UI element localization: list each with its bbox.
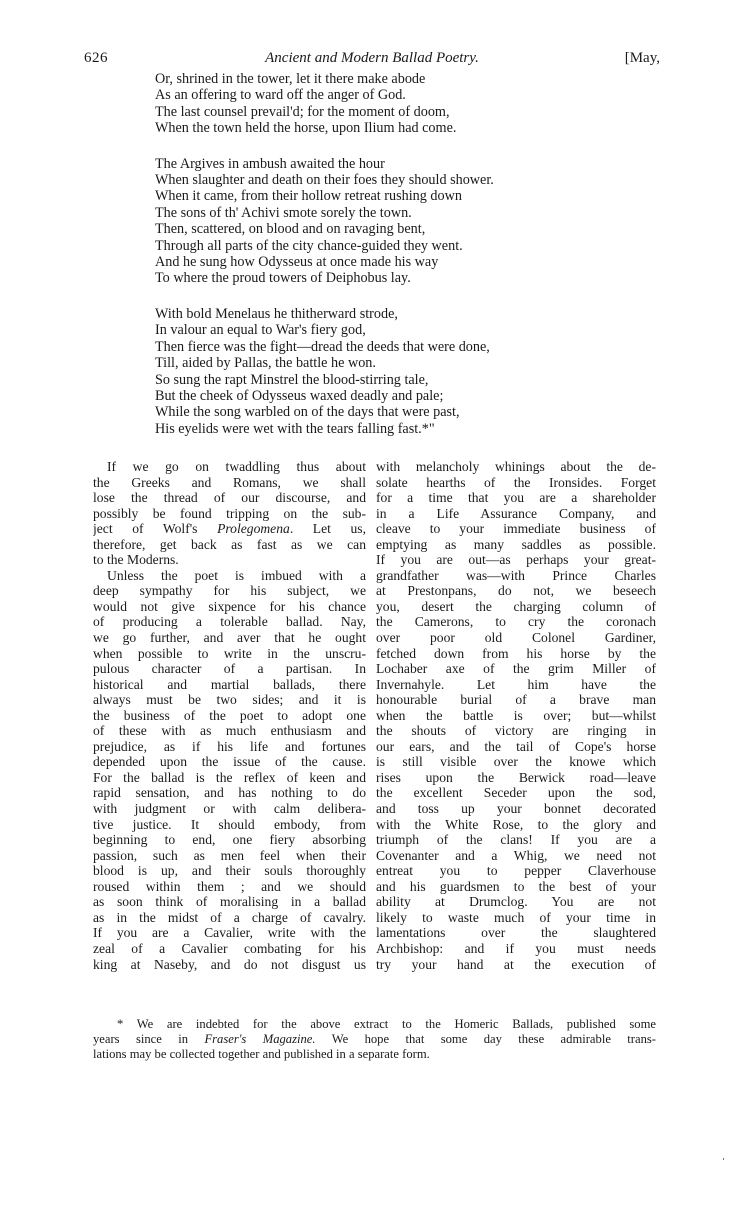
poem-line: To where the proud towers of Deiphobus lay. [155,270,411,287]
text-line: of producing a tolerable ballad. Nay, [93,614,366,630]
poem-line: With bold Menelaus he thitherward strode, [155,305,398,322]
footnote-text: years since in [93,1032,205,1046]
poem-line: In valour an equal to War's fiery god, [155,322,366,339]
text-line: roused within them ; and we should [93,878,366,894]
text-line: with judgment or with calm delibera- [93,801,366,817]
text-line: lose the thread of our discourse, and [93,490,366,506]
text-line: blood is up, and their souls thoroughly [93,863,366,879]
text-line: possibly be found tripping on the sub- [93,505,366,521]
footnote-text: We hope that some day these admirable trans- [315,1032,656,1046]
text-line: prejudice, as if his life and fortunes [93,738,366,754]
text-line: tive justice. It should embody, from [93,816,366,832]
poem-stanza-3 [155,306,655,437]
poem-line: The sons of th' Achivi smote sorely the town. [155,204,412,221]
text-line: ability at Drumclog. You are not [376,894,656,910]
italic-title: Prolegomena [217,521,290,537]
text-line: is still visible over the knowe which [376,754,656,770]
running-head [84,50,660,70]
text-line: fetched down from his horse by the [376,645,656,661]
right-column [376,459,656,972]
text-line: when the battle is over; but—whilst [376,707,656,723]
text-line: as in the midst of a charge of cavalry. [93,909,366,925]
text-line: for a time that you are a shareholder [376,490,656,506]
body-text-columns [93,459,656,999]
text-line: Unless the poet is imbued with a [107,567,366,583]
text-line: historical and martial ballads, there [93,676,366,692]
poem-line: When it came, from their hollow retreat rushing down [155,188,462,205]
text-line: zeal of a Cavalier combating for his [93,940,366,956]
text-line: the Greeks and Romans, we shall [93,474,366,490]
text-line: Lochaber axe of the grim Miller of [376,661,656,677]
text-line: with the White Rose, to the glory and [376,816,656,832]
text-line: with melancholy whinings about the de- [376,459,656,474]
poem-line: Or, shrined in the tower, let it there make abode [155,71,426,87]
poem-line: As an offering to ward off the anger of God. [155,87,406,104]
text-line: we go further, and aver that he ought [93,630,366,646]
text-line: rapid sensation, and has nothing to do [93,785,366,801]
text-line: triumph of the clans! If you are a [376,832,656,848]
text-line: likely to waste much of your time in [376,909,656,925]
text-line: beginning to end, one fiery absorbing [93,832,366,848]
text-line: depended upon the issue of the cause. [93,754,366,770]
text-line: the business of the poet to adopt one [93,707,366,723]
text-line: as soon think of moralising in a ballad [93,894,366,910]
page-number: 626 [84,50,108,66]
poem-line: While the song warbled on of the days that were past, [155,404,460,421]
text-line: honourable burial of a brave man [376,692,656,708]
text-line: and his guardsmen to the best of your [376,878,656,894]
text-line: If you are out—as perhaps your great- [376,552,656,568]
footnote [93,1017,656,1062]
text-line: the shouts of victory are ringing in [376,723,656,739]
text-line: in a Life Assurance Company, and [376,505,656,521]
running-head-month: [May, [624,50,660,66]
text-line: you, desert the charging column of [376,598,656,614]
footnote-line [93,1032,656,1047]
poem-line: So sung the rapt Minstrel the blood-stirring tale, [155,371,429,388]
text-line: over poor old Colonel Gardiner, [376,630,656,646]
poem-line: Then fierce was the fight—dread the deeds that were done, [155,338,490,355]
poem-stanza-2 [155,156,655,287]
text-line: Invernahyle. Let him have the [376,676,656,692]
poem-line: When slaughter and death on their foes they should shower. [155,172,494,189]
poem-line: When the town held the horse, upon Ilium had come. [155,120,457,137]
footnote-line: lations may be collected together and published in a separate form. [93,1047,430,1061]
text-line: always must be two sides; and it is [93,692,366,708]
poem-line: Then, scattered, on blood and on ravaging bent, [155,221,426,238]
text-line: would not give sixpence for his chance [93,598,366,614]
text-line: therefore, get back as fast as we can [93,536,366,552]
text-line: Archbishop: and if you must needs [376,940,656,956]
text-line: the excellent Seceder upon the sod, [376,785,656,801]
text-line: to the Moderns. [93,552,179,568]
text-line: entreat you to pepper Claverhouse [376,863,656,879]
running-head-title: Ancient and Modern Ballad Poetry. [265,50,479,66]
text-line: try your hand at the execution of [376,956,656,972]
text-line: cleave to your immediate business of [376,521,656,537]
footnote-magazine-title: Fraser's Magazine. [204,1032,316,1046]
text-line: solate hearths of the Ironsides. Forget [376,474,656,490]
text-line: our ears, and the tail of Cope's horse [376,738,656,754]
text-line: lamentations over the slaughtered [376,925,656,941]
poem-line: Till, aided by Pallas, the battle he won. [155,355,376,372]
text-line: king at Naseby, and do not disgust us [93,956,366,972]
text-line: when possible to write in the unscru- [93,645,366,661]
text-line: deep sympathy for his subject, we [93,583,366,599]
footnote-line: * We are indebted for the above extract to the Homeric Ballads, published some [117,1017,656,1031]
text-line: ject of Wolf's Prolegomena. Let us, [93,521,366,537]
text-line: rises upon the Berwick road—leave [376,769,656,785]
poem-line: And he sung how Odysseus at once made his way [155,254,439,271]
left-column [93,459,366,972]
text-line: If we go on twaddling thus about [107,459,366,474]
poem-line: The last counsel prevail'd; for the moment of doom, [155,103,450,120]
text-line: For the ballad is the reflex of keen and [93,769,366,785]
poem-extract [155,71,655,456]
text-line: at Prestonpans, do not, we beseech [376,583,656,599]
poem-stanza-1 [155,71,655,137]
text-line: passion, such as men feel when their [93,847,366,863]
poem-line: Through all parts of the city chance-guided they went. [155,237,463,254]
scan-speck [723,1158,724,1160]
text-line: emptying as many saddles as possible. [376,536,656,552]
text-line: pulous character of a partisan. In [93,661,366,677]
text-line: Covenanter and a Whig, we need not [376,847,656,863]
poem-line: His eyelids were wet with the tears falling fast.*" [155,420,435,437]
poem-line: But the cheek of Odysseus waxed deadly and pale; [155,387,444,404]
text-line: grandfather was—with Prince Charles [376,567,656,583]
poem-line: The Argives in ambush awaited the hour [155,155,385,172]
text-line: the Camerons, to cry the coronach [376,614,656,630]
text-line: of these with as much enthusiasm and [93,723,366,739]
text-line: and toss up your bonnet decorated [376,801,656,817]
text-line: If you are a Cavalier, write with the [93,925,366,941]
